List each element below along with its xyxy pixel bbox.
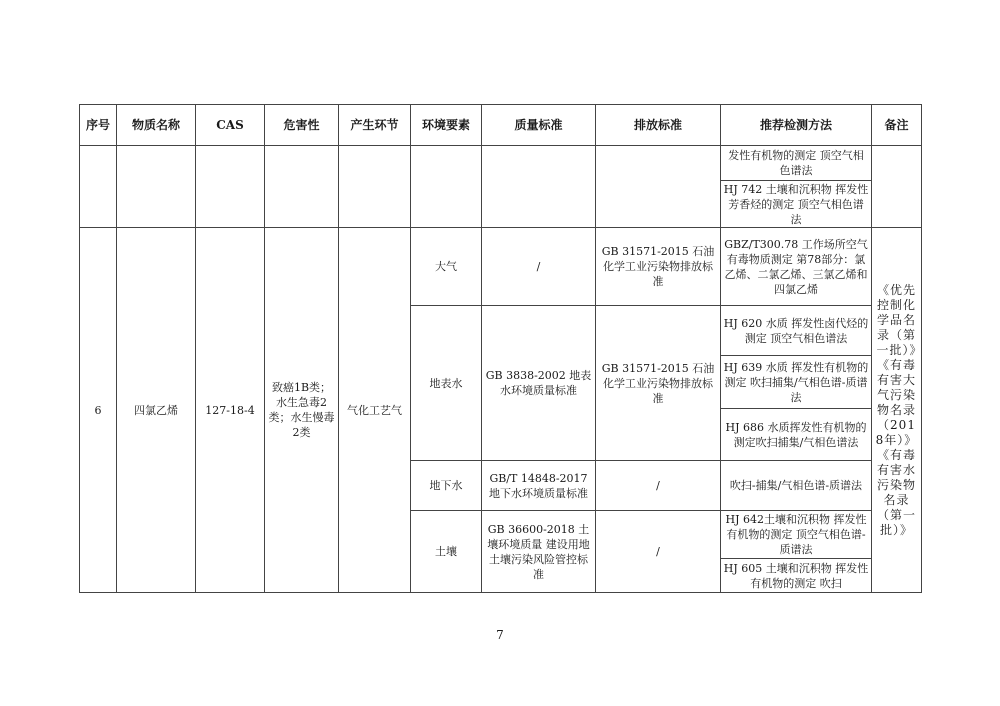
hazard: 致癌1B类；水生急毒2类；水生慢毒2类 (265, 228, 339, 593)
method-surface-water: HJ 639 水质 挥发性有机物的测定 吹扫捕集/气相色谱-质谱法 (721, 356, 872, 409)
element-surface-water: 地表水 (411, 306, 482, 461)
method-surface-water: HJ 620 水质 挥发性卤代烃的测定 顶空气相色谱法 (721, 306, 872, 356)
substance-table (79, 104, 922, 593)
header-quality: 质量标准 (482, 105, 596, 146)
source-stage: 气化工艺气 (339, 228, 411, 593)
quality-surface-water: GB 3838-2002 地表水环境质量标准 (482, 306, 596, 461)
table-row (80, 146, 922, 181)
header-source: 产生环节 (339, 105, 411, 146)
header-row (80, 105, 922, 146)
emission-soil: / (596, 511, 721, 593)
header-remark: 备注 (872, 105, 922, 146)
quality-groundwater: GB/T 14848-2017 地下水环境质量标准 (482, 461, 596, 511)
header-name: 物质名称 (117, 105, 196, 146)
cont-cell (339, 146, 411, 228)
emission-surface-water: GB 31571-2015 石油化学工业污染物排放标准 (596, 306, 721, 461)
header-no: 序号 (80, 105, 117, 146)
remark: 《优先控制化学品名录（第一批）》《有毒有害大气污染物名录（2018年）》《有毒有害水污染物名录（第一批）》 (872, 228, 922, 593)
element-groundwater: 地下水 (411, 461, 482, 511)
element-soil: 土壤 (411, 511, 482, 593)
header-cas: CAS (196, 105, 265, 146)
cont-cell (80, 146, 117, 228)
substance-name: 四氯乙烯 (117, 228, 196, 593)
method-cell: 发性有机物的测定 顶空气相色谱法 (721, 146, 872, 181)
emission-groundwater: / (596, 461, 721, 511)
emission-air: GB 31571-2015 石油化学工业污染物排放标准 (596, 228, 721, 306)
cont-cell (265, 146, 339, 228)
method-cell: HJ 742 土壤和沉积物 挥发性芳香烃的测定 顶空气相色谱法 (721, 181, 872, 228)
method-surface-water: HJ 686 水质挥发性有机物的测定吹扫捕集/气相色谱法 (721, 409, 872, 461)
quality-air: / (482, 228, 596, 306)
row-number: 6 (80, 228, 117, 593)
header-emission: 排放标准 (596, 105, 721, 146)
cont-cell (117, 146, 196, 228)
header-element: 环境要素 (411, 105, 482, 146)
cont-cell (596, 146, 721, 228)
cont-cell (872, 146, 922, 228)
cas-number: 127-18-4 (196, 228, 265, 593)
cont-cell (482, 146, 596, 228)
element-air: 大气 (411, 228, 482, 306)
table-row (80, 228, 922, 306)
cont-cell (411, 146, 482, 228)
method-groundwater: 吹扫-捕集/气相色谱-质谱法 (721, 461, 872, 511)
header-method: 推荐检测方法 (721, 105, 872, 146)
method-air: GBZ/T300.78 工作场所空气有毒物质测定 第78部分：氯乙烯、二氯乙烯、三氯乙烯和四氯乙烯 (721, 228, 872, 306)
header-hazard: 危害性 (265, 105, 339, 146)
quality-soil: GB 36600-2018 土壤环境质量 建设用地土壤污染风险管控标准 (482, 511, 596, 593)
method-soil: HJ 605 土壤和沉积物 挥发性有机物的测定 吹扫 (721, 559, 872, 593)
cont-cell (196, 146, 265, 228)
method-soil: HJ 642土壤和沉积物 挥发性有机物的测定 顶空气相色谱-质谱法 (721, 511, 872, 559)
page-number: 7 (496, 628, 504, 642)
